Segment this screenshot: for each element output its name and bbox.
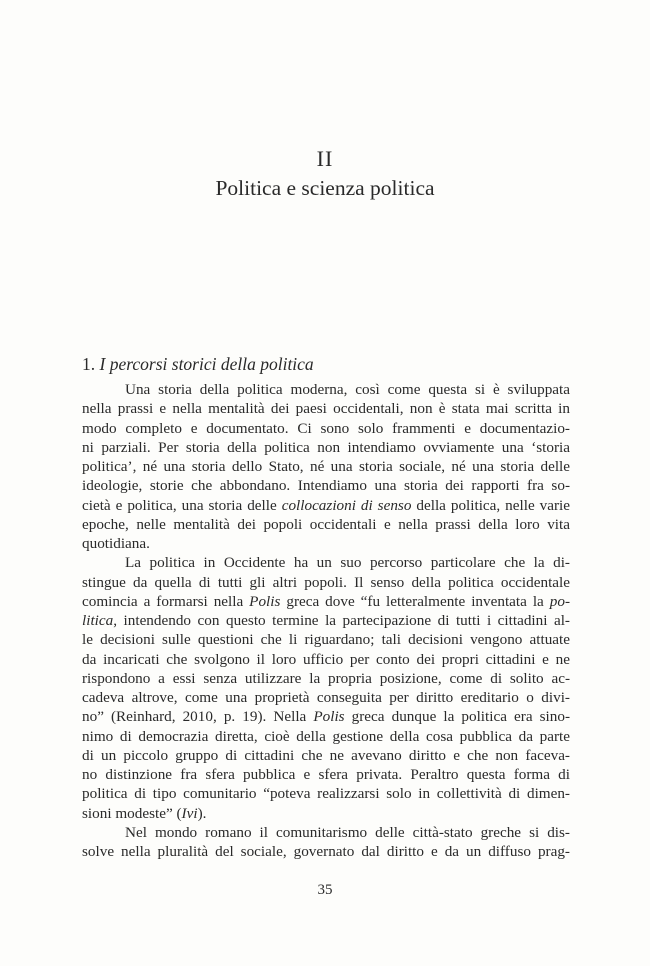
italic-term: collocazioni di senso — [281, 496, 412, 514]
text-line: nella prassi e nella mentalità dei paesi occidentali, non è stata mai scritta in — [82, 400, 570, 418]
text-line: di un piccolo gruppo di cittadini che ne avevano diritto e che non faceva- — [82, 746, 570, 764]
body-text — [82, 380, 570, 861]
paragraph — [82, 380, 570, 553]
text-line: Una storia della politica moderna, così come questa si è sviluppata — [125, 381, 570, 398]
text-line: quotidiana. — [82, 535, 150, 552]
text-line: ideologie, storie che abbondano. Intendiamo una storia dei rapporti fra so- — [82, 477, 570, 495]
text-line: La politica in Occidente ha un suo percorso particolare che la di- — [125, 554, 570, 572]
chapter-number: II — [316, 146, 334, 171]
text-line: le decisioni sulle questioni che li riguardano; tali decisioni vengono attuate — [82, 631, 570, 649]
italic-term: Polis — [249, 592, 281, 610]
italic-term: litica — [82, 612, 114, 629]
text-line: epoche, nelle mentalità dei popoli occidentali e nella prassi della loro vita — [82, 515, 570, 533]
text-line: sioni modeste” (Ivi). — [82, 804, 207, 822]
text-line: modo completo e documentato. Ci sono solo frammenti e documentazio- — [82, 419, 570, 437]
text-line: Nel mondo romano il comunitarismo delle città-stato greche si dis- — [125, 823, 570, 841]
text-line: solve nella pluralità del sociale, governato dal diritto e da un diffuso prag- — [82, 843, 570, 860]
text-line: litica, intendendo con questo termine la partecipazione di tutti i cittadini al- — [82, 612, 570, 629]
section-title: I percorsi storici della politica — [99, 354, 314, 374]
section-number: 1. — [82, 354, 96, 374]
text-line: cadeva altrove, come una proprietà conseguita per diritto ereditario o divi- — [82, 689, 570, 706]
text-line: no distinzione fra sfera pubblica e sfera privata. Peraltro questa forma di — [82, 766, 570, 783]
text-line: politica’, né una storia dello Stato, né una storia sociale, né una storia delle — [82, 458, 570, 475]
section-heading — [82, 353, 314, 375]
text-line: da incaricati che svolgono il loro ufficio per conto dei propri cittadini e ne — [82, 650, 570, 668]
italic-term: Ivi — [181, 804, 198, 822]
paragraph — [82, 553, 570, 823]
text-line: comincia a formarsi nella Polis greca dove “fu letteralmente inventata la po- — [82, 592, 570, 610]
text-line: cietà e politica, una storia delle collocazioni di senso della politica, nelle varie — [82, 496, 571, 514]
paragraph — [82, 823, 570, 862]
italic-term: po- — [549, 592, 570, 610]
chapter-title: Politica e scienza politica — [215, 176, 435, 200]
text-line: rispondono a essi senza utilizzare la propria posizione, come di solito ac- — [82, 669, 570, 687]
text-line: ni parziali. Per storia della politica non intendiamo ovviamente una ‘storia — [82, 438, 570, 456]
text-line: stingue da quella di tutti gli altri popoli. Il senso della politica occidentale — [82, 573, 570, 591]
text-line: nimo di democrazia diretta, cioè della gestione della cosa pubblica da parte — [82, 727, 570, 745]
text-line: politica di tipo comunitario “poteva realizzarsi solo in collettività di dimen- — [82, 785, 570, 803]
text-line: no” (Reinhard, 2010, p. 19). Nella Polis greca dunque la politica era sino- — [82, 708, 570, 726]
page-number: 35 — [317, 882, 333, 898]
italic-term: Polis — [313, 708, 345, 726]
